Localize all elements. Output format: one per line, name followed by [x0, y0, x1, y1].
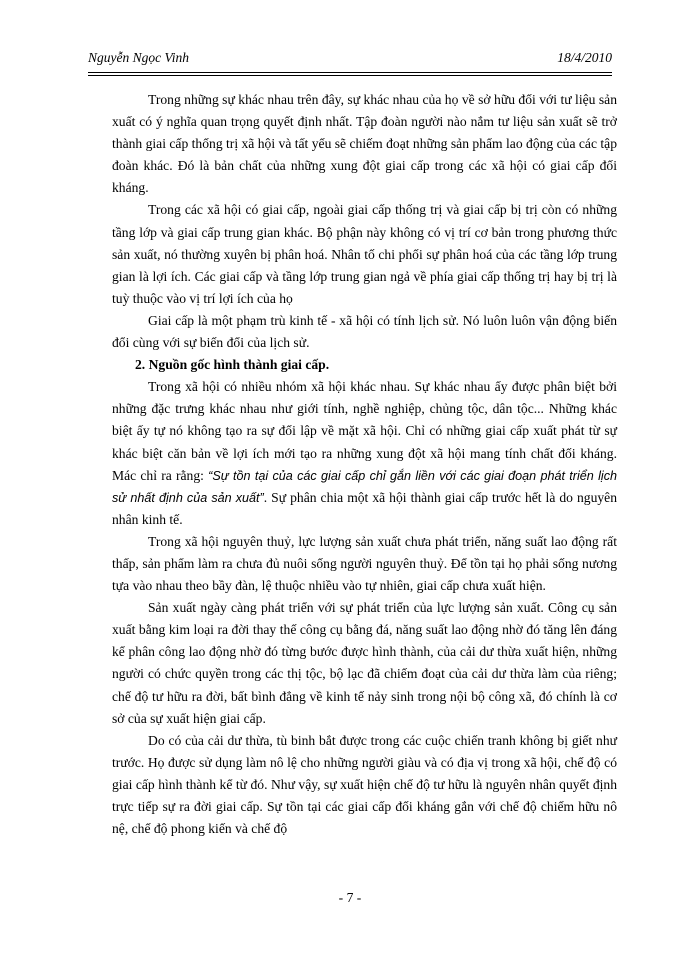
- header-rule-thin: [88, 75, 612, 76]
- section-heading: 2. Nguồn gốc hình thành giai cấp.: [135, 357, 330, 373]
- paragraph-origin: [112, 376, 617, 531]
- paragraph: Trong xã hội nguyên thuỷ, lực lượng sản xuất chưa phát triển, năng suất lao động rất thấp, sản phẩm làm ra chưa đủ nuôi sống người nguyên thuỷ. Để tồn tại họ phải sống nương tựa vào nhau theo bầy đàn, lệ thuộc nhiều vào tự nhiên, giai cấp chưa xuất hiện.: [112, 533, 617, 594]
- paragraph: Do có của cải dư thừa, tù binh bắt được trong các cuộc chiến tranh không bị giết như trước. Họ được sử dụng làm nô lệ cho những người giàu và có địa vị trong xã hội, chế độ có giai cấp hình thành kể từ đó. Như vậy, sự xuất hiện chế độ tư hữu là nguyên nhân quyết định trực tiếp sự ra đời giai cấp. Sự tồn tại các giai cấp đối kháng gắn với chế độ chiếm hữu nô nệ, chế độ phong kiến và chế độ: [112, 732, 617, 837]
- document-body: [112, 89, 617, 840]
- page-header: [88, 50, 612, 72]
- paragraph: Trong những sự khác nhau trên đây, sự khác nhau của họ về sở hữu đối với tư liệu sản xuất có ý nghĩa quan trọng quyết định nhất. Tập đoàn người nào nắm tư liệu sản xuất sẽ trở thành giai cấp thống trị xã hội và tất yếu sẽ chiếm đoạt những sản phẩm lao động của các tập đoàn khác. Đó là bản chất của những xung đột giai cấp trong các xã hội có giai cấp đối kháng.: [112, 92, 617, 196]
- paragraph-text: Trong xã hội có nhiều nhóm xã hội khác nhau. Sự khác nhau ấy được phân biệt bởi những đặc trưng khác nhau như giới tính, nghề nghiệp, chủng tộc, dân tộc... Những khác biệt ấy tự nó không tạo ra sự đối lập về mặt xã hội. Chỉ có những giai cấp xuất phát từ sự khác biệt căn bản về lợi ích mới tạo ra những xung đột xã hội mang tính chất đối kháng. Mác chỉ ra rằng:: [112, 379, 617, 483]
- paragraph: Trong các xã hội có giai cấp, ngoài giai cấp thống trị và giai cấp bị trị còn có những tầng lớp và giai cấp trung gian khác. Bộ phận này không có vị trí cơ bản trong phương thức sản xuất, nó thường xuyên bị phân hoá. Nhân tố chi phối sự phân hoá của các tầng lớp trung gian là lợi ích. Các giai cấp và tầng lớp trung gian ngả về phía giai cấp thống trị hay bị trị là tuỳ thuộc vào vị trí lợi ích của họ: [112, 202, 617, 306]
- marx-quote: “Sự tồn tại của các giai cấp chỉ gắn liền với các giai đoạn phát triển lịch sử nhất định của sản xuất”: [112, 468, 617, 505]
- paragraph-text: . Sự phân chia một xã hội thành giai cấp trước hết là do nguyên nhân kinh tế.: [112, 489, 617, 527]
- header-author: Nguyễn Ngọc Vinh: [88, 50, 189, 65]
- paragraph: Sản xuất ngày càng phát triển với sự phát triển của lực lượng sản xuất. Công cụ sản xuất bằng kim loại ra đời thay thế công cụ bằng đá, năng suất lao động nhờ đó tăng lên đáng kể phân công lao động nhờ đó từng bước được hình thành, của cải dư thừa xuất hiện, những người có chức quyền trong các thị tộc, bộ lạc đã chiếm đoạt của cải dư thừa làm của riêng; chế độ tư hữu ra đời, bất bình đẳng về kinh tế nảy sinh trong nội bộ công xã, đó chính là cơ sở của sự xuất hiện giai cấp.: [112, 600, 617, 726]
- paragraph: Giai cấp là một phạm trù kinh tế - xã hội có tính lịch sử. Nó luôn luôn vận động biến đổi cùng với sự biến đổi của lịch sử.: [112, 312, 617, 351]
- header-date: 18/4/2010: [557, 50, 612, 65]
- page-number: - 7 -: [338, 890, 362, 905]
- header-rule: [88, 72, 612, 73]
